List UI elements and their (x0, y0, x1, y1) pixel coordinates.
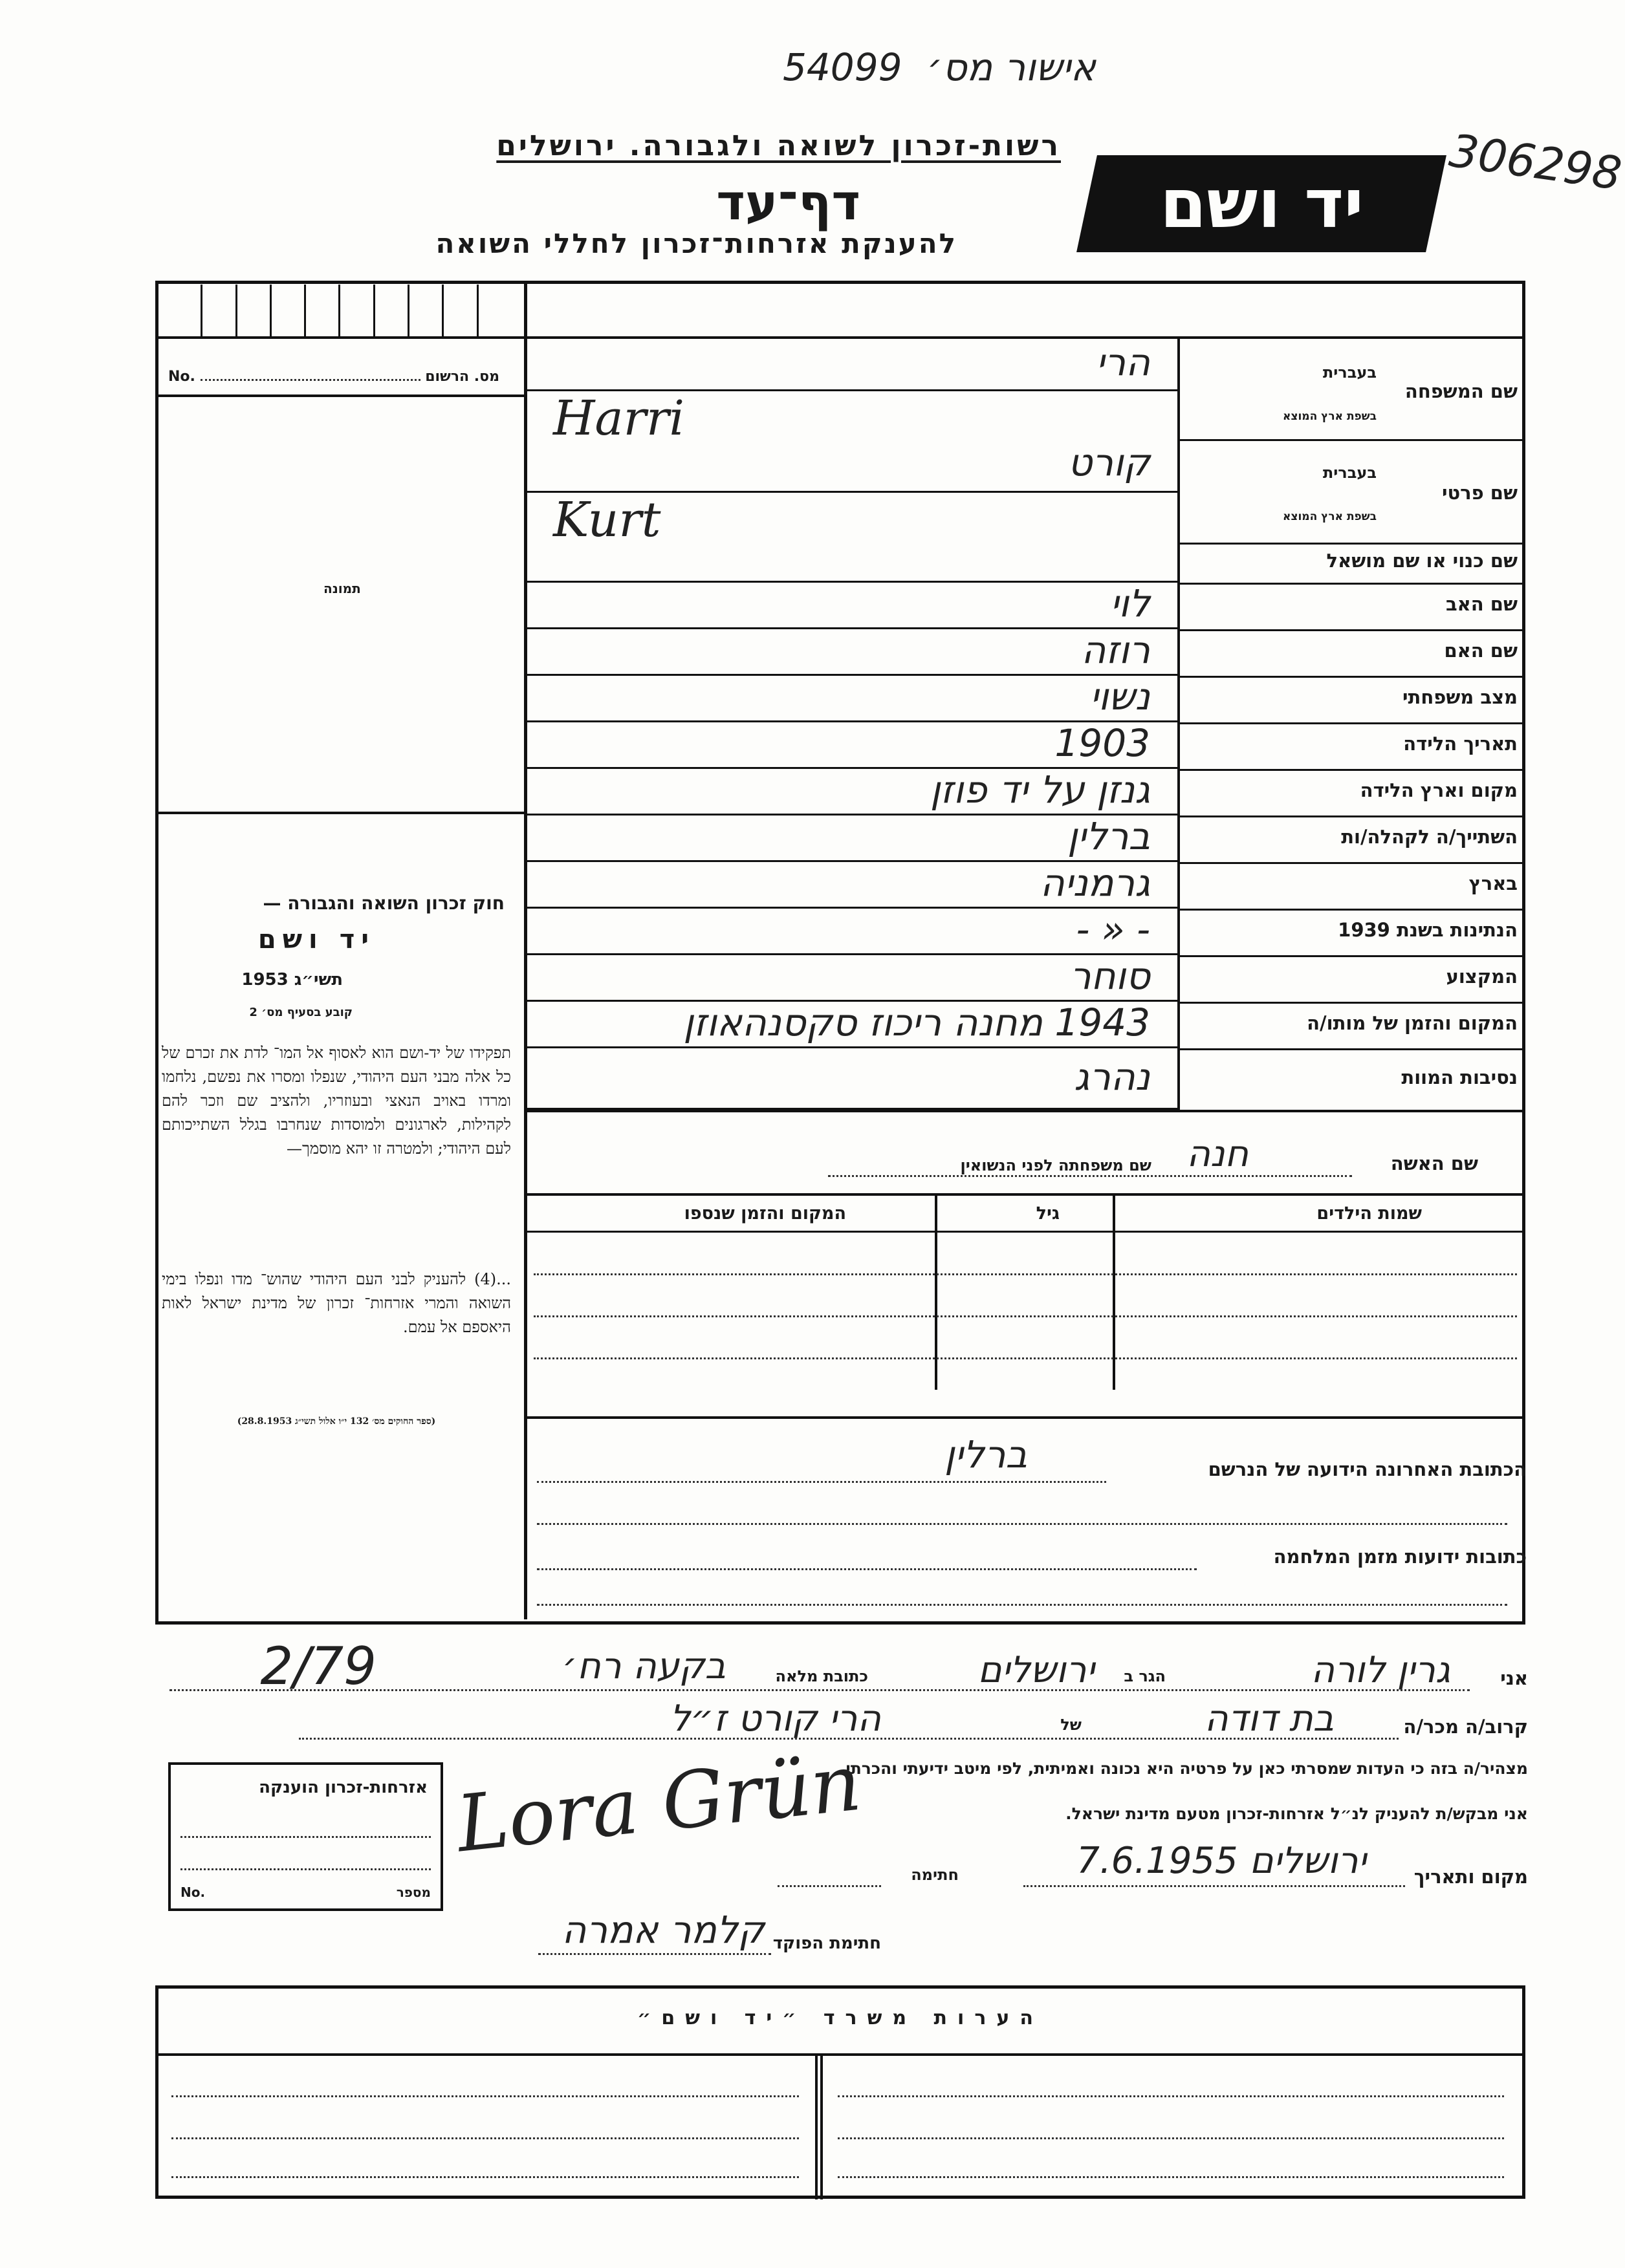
address-number[interactable]: 2/79 (260, 1636, 376, 1696)
field-label: שם כנוי או שם מושאל (1326, 550, 1518, 572)
wife-value-line[interactable] (647, 1133, 1352, 1177)
field-value[interactable]: 1903 (1054, 721, 1150, 765)
field-value[interactable]: 1943 מחנה ריכוז סקסנהאוזן (683, 1000, 1150, 1044)
law-name: יד ושם (257, 925, 375, 955)
law-reference: (ספר החוקים מס׳ 132 י״ו אלול תשי״ג 28.8.1953) (237, 1416, 436, 1427)
field-value[interactable]: נשוי (1089, 675, 1150, 718)
field-row (527, 676, 1525, 722)
reg-no-en: No. (168, 369, 195, 385)
field-label: מצב משפחתי (1402, 686, 1518, 708)
file-number: 306298 (1446, 124, 1625, 201)
relative-label: קרוב/ה מכר/ה (1403, 1716, 1528, 1738)
reg-no-label: מס. הרשום (425, 369, 500, 385)
field-row (527, 583, 1525, 629)
code-boxes (168, 285, 511, 336)
office-notes-title: הערות משרד ״יד ושם״ (637, 2007, 1043, 2029)
children-header-names: שמות הילדים (1316, 1204, 1422, 1224)
field-row (527, 815, 1525, 862)
signature: Lora Grün (452, 1738, 866, 1870)
field-row (527, 769, 1525, 815)
resident-label: הגר ב (1124, 1667, 1166, 1685)
i-label: אני (1500, 1667, 1528, 1689)
relative-value[interactable]: בת דודה (1205, 1698, 1334, 1740)
statement-2: אני מבקש/ת להעניק לנ״ל אזרחות-זכרון מטעם מדינת ישראל. (1065, 1804, 1528, 1823)
declaration-line-1 (169, 1636, 1528, 1696)
last-address-label: הכתובת האחרונה הידועה של הנרשם (1208, 1458, 1527, 1480)
field-row (527, 909, 1525, 955)
photo-label: תמונה (323, 581, 361, 596)
field-label: שם פרטי (1441, 482, 1518, 504)
field-value-local[interactable]: Kurt (553, 492, 661, 548)
field-sublabel-local: בשפת ארץ המוצא (1282, 410, 1377, 423)
field-row (527, 543, 1525, 583)
form-subtitle: להענקת אזרחות־זכרון לחללי השואה (435, 228, 957, 259)
citizenship-no-row (180, 1885, 431, 1900)
law-year: תשי״ג 1953 (241, 970, 343, 989)
logo-text: יד ושם (1159, 164, 1364, 243)
approval-number: 54099 (783, 45, 902, 89)
field-value[interactable]: נהרג (1074, 1054, 1150, 1099)
field-row (527, 339, 1525, 446)
law-title: חוק זכרון השואה והגבורה — (263, 892, 505, 914)
declaration-line-2 (299, 1698, 1528, 1743)
field-label: שם המשפחה (1404, 380, 1518, 402)
field-value[interactable]: גרמניה (1040, 861, 1150, 905)
field-value[interactable]: רוזה (1081, 628, 1150, 672)
approval-label: אישור מס׳ (926, 45, 1096, 89)
field-value[interactable]: סוחר (1069, 954, 1150, 998)
wife-maiden-label: שם משפחתה לפני הנשואין (960, 1156, 1151, 1174)
field-label: המקום והזמן של מותו/ה (1307, 1012, 1518, 1034)
field-value[interactable]: לוי (1110, 581, 1150, 625)
field-label: שם האב (1445, 593, 1518, 615)
children-table (527, 1196, 1525, 1416)
field-sublabel-hebrew: בעברית (1322, 363, 1377, 382)
children-header-place: המקום והזמן שנספו (684, 1204, 846, 1224)
field-row (527, 722, 1525, 769)
reg-number-row (168, 369, 518, 385)
field-label: מקום וארץ הלידה (1360, 779, 1518, 801)
field-label: שם האם (1444, 640, 1518, 662)
field-row (527, 439, 1525, 548)
yad-vashem-logo (1076, 155, 1446, 252)
statement-1: מצהיר/ה בזה כי העדות שמסרתי כאן על פרטיה היא נכונה ואמיתית, לפי מיטב ידיעתי והכרתי. (839, 1759, 1528, 1778)
field-value[interactable]: - « - (1076, 907, 1150, 951)
of-value[interactable]: הרי קורט ז״ל (670, 1698, 881, 1740)
last-address-value[interactable]: ברלין (944, 1432, 1028, 1476)
place-date-label: מקום ותאריך (1413, 1866, 1528, 1888)
children-header-age: גיל (1036, 1204, 1060, 1224)
field-label: המקצוע (1446, 966, 1518, 988)
wife-label: שם האשה (1390, 1152, 1478, 1174)
clerk-line (428, 1908, 1528, 1960)
field-value-local[interactable]: Harri (553, 390, 685, 446)
approval-annotation (783, 45, 1096, 89)
field-label: השתייך/ה לקהלה/ות (1341, 826, 1518, 848)
citizenship-box (168, 1762, 443, 1911)
field-sublabel-local: בשפת ארץ המוצא (1282, 510, 1377, 523)
office-notes (155, 1985, 1525, 2199)
address-value[interactable]: בקעה רח׳ (562, 1645, 726, 1687)
field-label: בארץ (1468, 872, 1518, 894)
form-title: דף־עד (716, 173, 860, 231)
field-label: נסיבות המוות (1401, 1066, 1518, 1088)
field-label: תאריך הלידה (1403, 733, 1518, 755)
citizenship-no-label: מספר (396, 1885, 431, 1900)
law-text-2: ...(4) להעניק לבני העם היהודי שהוש־ מדו ונפלו בימי השואה והמרי אזרחות־ זכרון של מדינת ישראל לאות היאספם אל עמם. (162, 1270, 511, 1336)
field-value-hebrew[interactable]: הרי (1096, 340, 1150, 384)
field-value[interactable]: גנזן על יד פוזן (930, 768, 1150, 812)
resident-value[interactable]: ירושלים (977, 1649, 1095, 1691)
war-address-label: כתובות ידועות מזמן המלחמה (1273, 1546, 1527, 1568)
field-row (527, 1048, 1525, 1110)
law-text-1: תפקידו של יד-ושם הוא לאסוף אל המו־ לדת את זכרם של כל אלה מבני העם היהודי, שנפלו ומסרו את נפשם, נלחמו ומרדו באויב הנאצי ובעוזריו, ולהציב שם וזכר להם לקהילות, לארגונים ולמוסדות שנחרבו בגלל השתייכותם לעם היהודי; ולמטרה זו יהא מוסמך— (162, 1044, 511, 1158)
field-value-hebrew[interactable]: קורט (1067, 440, 1150, 484)
wife-value: חנה (1186, 1133, 1249, 1175)
clerk-label: חתימת הפוקד (772, 1934, 881, 1953)
field-row (527, 629, 1525, 676)
of-label: של (1060, 1716, 1082, 1734)
authority-name: רשות-זכרון לשואה ולגבורה. ירושלים (496, 129, 1061, 162)
field-value[interactable]: ברלין (1067, 814, 1150, 858)
field-row (527, 1002, 1525, 1048)
clerk-value[interactable]: קלמר אמרה (562, 1908, 765, 1952)
field-sublabel-hebrew: בעברית (1322, 464, 1377, 482)
field-label: הנתינות בשנת 1939 (1338, 919, 1518, 941)
place-date-value[interactable]: ירושלים 7.6.1955 (1076, 1840, 1366, 1882)
citizenship-title: אזרחות-זכרון הוענקה (259, 1778, 428, 1797)
address-label: כתובת מלאה (775, 1667, 868, 1685)
field-row (527, 955, 1525, 1002)
law-section: קובע בסעיף מס׳ 2 (249, 1006, 353, 1019)
i-value[interactable]: גרין לורה (1311, 1649, 1450, 1691)
citizenship-no-en: No. (180, 1885, 206, 1900)
signature-label: חתימה (911, 1866, 959, 1884)
field-row (527, 862, 1525, 909)
